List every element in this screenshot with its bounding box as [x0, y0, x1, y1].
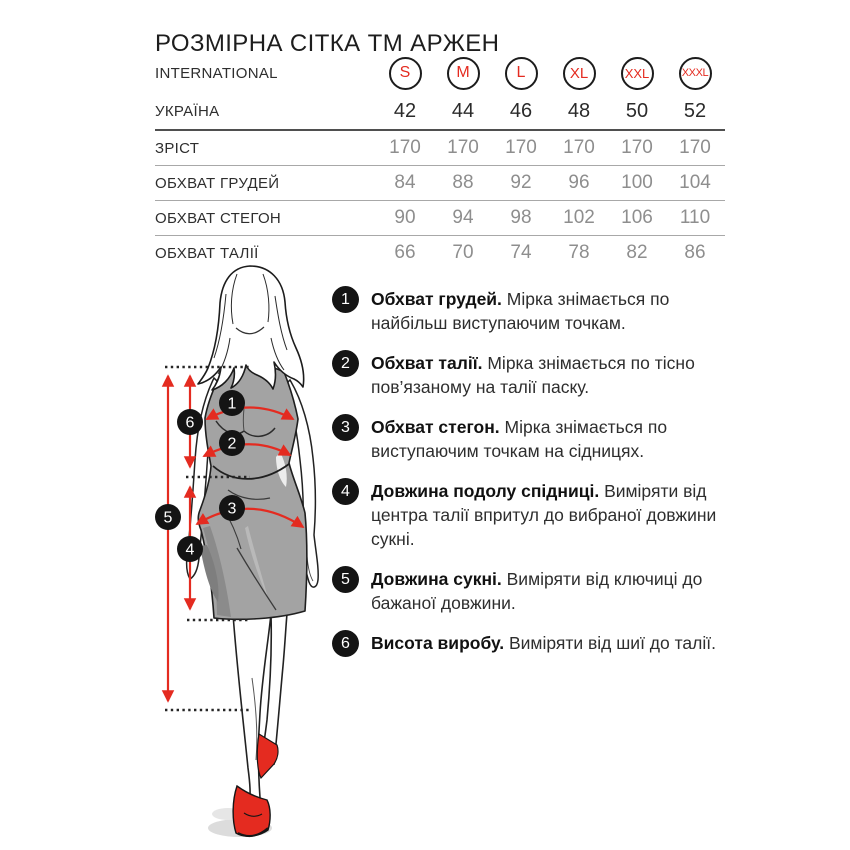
measurement-text: Обхват грудей. Мірка знімається по найбільш виступаючим точкам. — [371, 289, 670, 333]
cell-value: 92 — [510, 172, 532, 193]
svg-text:3: 3 — [227, 500, 237, 518]
table-row-bust — [155, 166, 725, 201]
measurement-number-badge: 4 — [332, 478, 359, 505]
cell-value: 106 — [621, 207, 653, 228]
figure-marker-6 — [177, 409, 203, 435]
cell-value: 88 — [452, 172, 474, 193]
cell-value: 86 — [684, 242, 706, 263]
measurement-text: Довжина подолу спідниці. Виміряти від центра талії впритул до вибраної довжини сукні. — [371, 481, 717, 549]
measurement-item-1 — [332, 287, 732, 335]
measurement-text: Обхват талії. Мірка знімається по тісно пов’язаному на талії паску. — [371, 353, 695, 397]
measurement-item-6 — [332, 631, 732, 657]
woman-legs — [233, 614, 287, 810]
cell-value: 100 — [621, 172, 653, 193]
measurement-number-badge: 5 — [332, 566, 359, 593]
measurement-number-badge: 2 — [332, 350, 359, 377]
page-title: РОЗМІРНА СІТКА ТМ АРЖЕН — [155, 30, 500, 58]
row-label: ОБХВАТ ГРУДЕЙ — [155, 174, 280, 192]
ukraine-size: 52 — [683, 99, 707, 122]
measurement-text: Довжина сукні. Виміряти від ключиці до бажаної довжини. — [371, 569, 703, 613]
cell-value: 96 — [568, 172, 590, 193]
cell-value: 102 — [563, 207, 595, 228]
measurement-item-2 — [332, 351, 732, 399]
row-label-international: INTERNATIONAL — [155, 64, 278, 82]
svg-text:6: 6 — [185, 414, 195, 432]
figure-marker-2 — [219, 430, 245, 456]
measurement-text: Висота виробу. Виміряти від шиї до талії. — [371, 633, 716, 653]
cell-value: 94 — [452, 207, 474, 228]
size-badge-xxxl: XXXL — [679, 57, 712, 90]
figure-marker-3 — [219, 495, 245, 521]
ukraine-size: 44 — [451, 99, 475, 122]
ukraine-size: 50 — [625, 99, 649, 122]
figure-illustration — [140, 258, 352, 850]
cell-value: 110 — [679, 207, 711, 228]
ukraine-size: 48 — [567, 99, 591, 122]
measurement-item-4 — [332, 479, 732, 551]
cell-value: 170 — [389, 137, 421, 158]
table-row-ukraine — [155, 93, 725, 131]
measurement-text: Обхват стегон. Мірка знімається по виступаючим точкам на сідницях. — [371, 417, 668, 461]
size-badge-xxl: XXL — [621, 57, 654, 90]
row-label: ОБХВАТ ТАЛІЇ — [155, 244, 259, 262]
cell-value: 82 — [626, 242, 648, 263]
figure-marker-1 — [219, 390, 245, 416]
size-badge-l: L — [505, 57, 538, 90]
svg-text:5: 5 — [163, 509, 173, 527]
cell-value: 66 — [394, 242, 416, 263]
cell-value: 78 — [568, 242, 590, 263]
size-table — [155, 53, 725, 270]
row-label: ОБХВАТ СТЕГОН — [155, 209, 282, 227]
row-label-ukraine: УКРАЇНА — [155, 102, 220, 120]
gray-dress — [198, 365, 307, 619]
measurement-number-badge: 1 — [332, 286, 359, 313]
figure-marker-4 — [177, 536, 203, 562]
svg-text:1: 1 — [227, 395, 237, 413]
cell-value: 170 — [447, 137, 479, 158]
measurement-item-3 — [332, 415, 732, 463]
cell-value: 90 — [394, 207, 416, 228]
table-row-height — [155, 131, 725, 166]
table-row-hips — [155, 201, 725, 236]
cell-value: 98 — [510, 207, 532, 228]
svg-text:4: 4 — [185, 541, 195, 559]
cell-value: 170 — [505, 137, 537, 158]
woman-head — [198, 266, 304, 390]
ukraine-size: 46 — [509, 99, 533, 122]
cell-value: 84 — [394, 172, 416, 193]
cell-value: 170 — [621, 137, 653, 158]
cell-value: 70 — [452, 242, 474, 263]
size-badge-s: S — [389, 57, 422, 90]
size-badge-xl: XL — [563, 57, 596, 90]
cell-value: 170 — [679, 137, 711, 158]
measurement-legend — [332, 287, 732, 673]
svg-text:2: 2 — [227, 435, 237, 453]
ukraine-size: 42 — [393, 99, 417, 122]
table-row-international — [155, 53, 725, 93]
measurement-number-badge: 6 — [332, 630, 359, 657]
figure-marker-5 — [155, 504, 181, 530]
measurement-item-5 — [332, 567, 732, 615]
measurement-number-badge: 3 — [332, 414, 359, 441]
cell-value: 170 — [563, 137, 595, 158]
cell-value: 74 — [510, 242, 532, 263]
size-badge-m: M — [447, 57, 480, 90]
cell-value: 104 — [679, 172, 711, 193]
row-label: ЗРІСТ — [155, 139, 200, 157]
